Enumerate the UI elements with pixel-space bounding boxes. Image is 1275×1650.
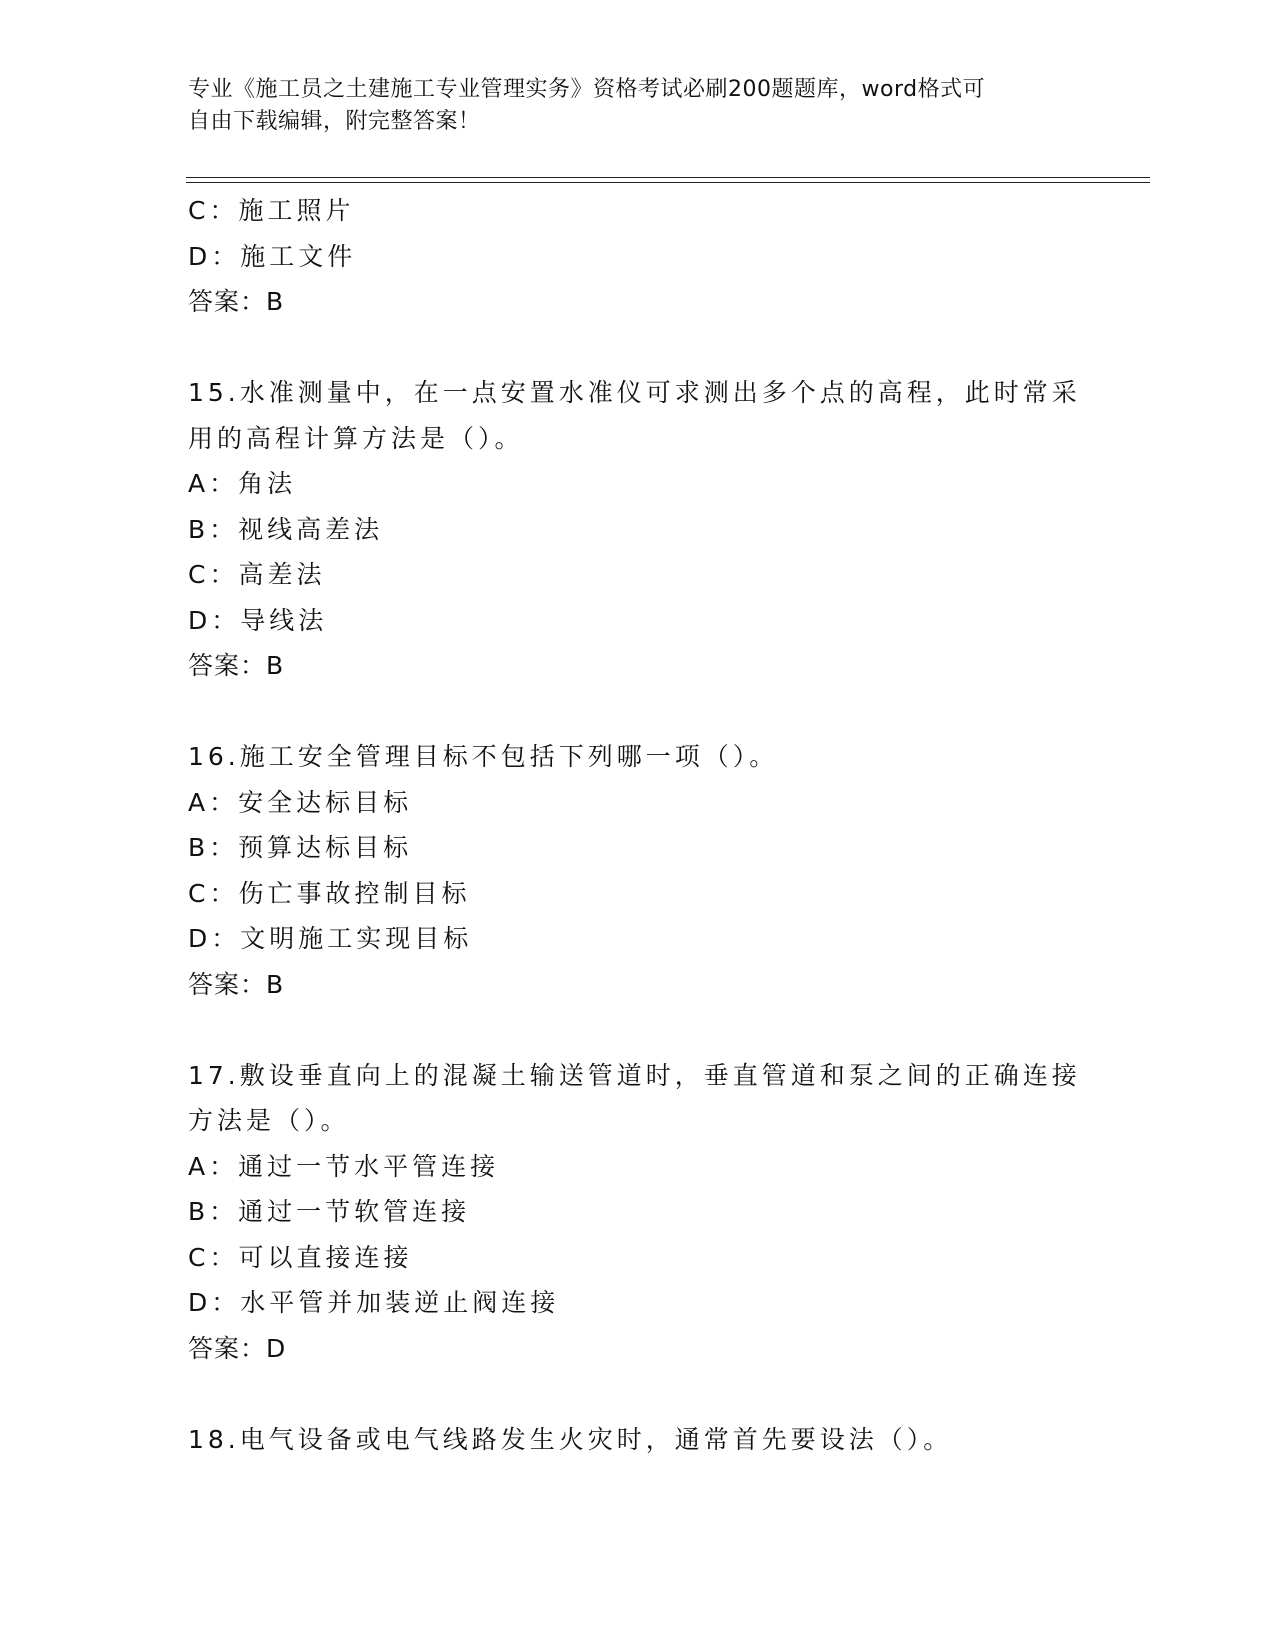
option-b: B：预算达标目标: [188, 833, 413, 862]
spacer: [188, 1371, 1078, 1417]
question-stem: 18.电气设备或电气线路发生火灾时，通常首先要设法（）。: [188, 1424, 953, 1454]
answer: 答案：D: [188, 1333, 287, 1363]
question-stem-continued: 方法是（）。: [188, 1106, 350, 1135]
answer: 答案：B: [188, 651, 285, 680]
option-c: C：伤亡事故控制目标: [188, 878, 471, 908]
option-c: C：高差法: [188, 560, 326, 589]
option-c: C：可以直接连接: [188, 1242, 413, 1272]
option-d: D：文明施工实现目标: [188, 924, 473, 953]
spacer: [188, 689, 1078, 735]
question-stem: 15.水准测量中，在一点安置水准仪可求测出多个点的高程，此时常采: [188, 378, 1081, 407]
option-d: D：施工文件: [188, 241, 357, 271]
spacer: [188, 1007, 1078, 1053]
option-a: A：安全达标目标: [188, 787, 413, 817]
header-divider-bottom: [186, 182, 1150, 183]
answer: 答案：B: [188, 287, 285, 316]
option-b: B：通过一节软管连接: [188, 1197, 471, 1226]
question-stem: 16.施工安全管理目标不包括下列哪一项（）。: [188, 742, 779, 771]
option-c: C：施工照片: [188, 196, 355, 225]
spacer: [188, 325, 1078, 371]
question-stem: 17.敷设垂直向上的混凝土输送管道时，垂直管道和泵之间的正确连接: [188, 1060, 1081, 1090]
header-line-1: 专业《施工员之土建施工专业管理实务》资格考试必刷200题题库，word格式可: [188, 77, 986, 102]
option-b: B：视线高差法: [188, 514, 384, 544]
question-16: [188, 734, 1078, 1007]
question-17: [188, 1053, 1081, 1372]
option-a: A：角法: [188, 469, 297, 498]
answer: 答案：B: [188, 969, 285, 999]
page-header: [188, 74, 1068, 138]
option-d: D：导线法: [188, 605, 328, 635]
header-divider-top: [186, 177, 1150, 178]
question-15: [188, 370, 1081, 689]
header-line-2: 自由下载编辑，附完整答案！: [188, 109, 481, 134]
question-14-tail: [188, 188, 1078, 325]
question-list: [188, 188, 1081, 1462]
option-a: A：通过一节水平管连接: [188, 1151, 500, 1181]
question-18: [188, 1417, 1078, 1463]
question-stem-continued: 用的高程计算方法是（）。: [188, 423, 524, 453]
option-d: D：水平管并加装逆止阀连接: [188, 1288, 560, 1317]
